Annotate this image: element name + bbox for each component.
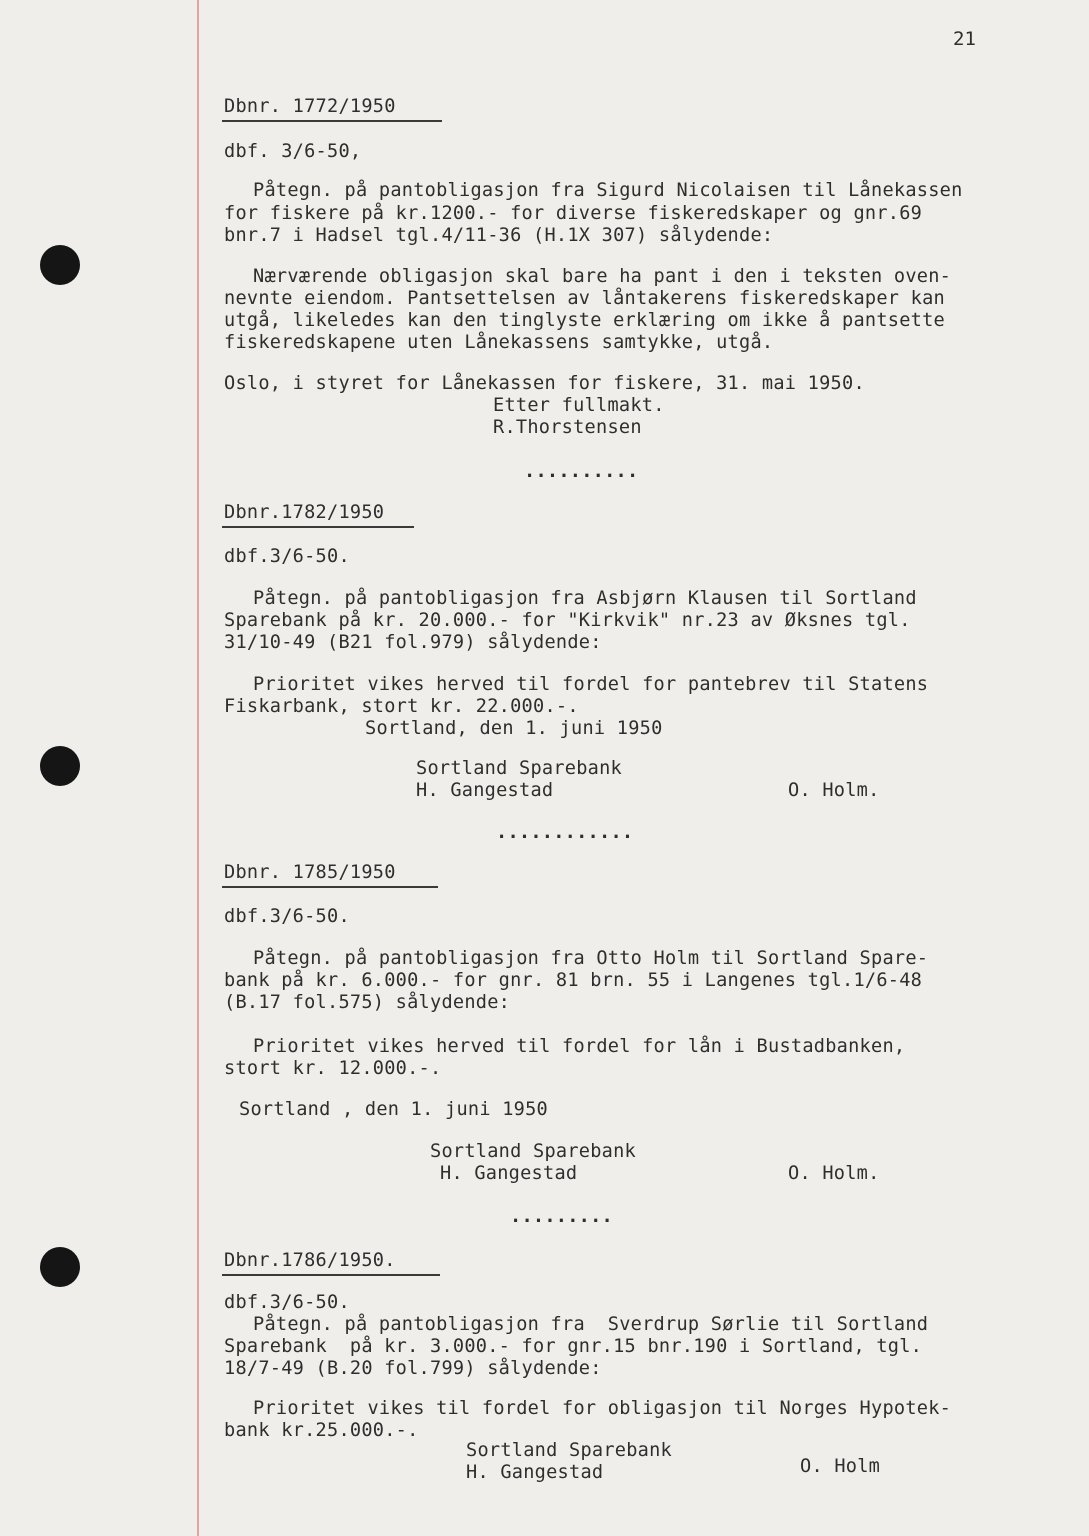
separator-dots: .........	[510, 1206, 613, 1227]
entry-text-line: fiskeredskapene uten Lånekassens samtykke, utgå.	[224, 332, 774, 353]
separator-dots: ..........	[524, 461, 639, 482]
entry-heading: Dbnr.1782/1950	[224, 502, 385, 523]
entry-heading: Dbnr. 1785/1950	[224, 862, 396, 883]
signature-line: O. Holm.	[788, 1163, 880, 1184]
entry-text-line: bnr.7 i Hadsel tgl.4/11-36 (H.1X 307) sålydende:	[224, 225, 774, 246]
entry-text-line: Påtegn. på pantobligasjon fra Sverdrup Sørlie til Sortland	[253, 1314, 929, 1335]
page-number: 21	[953, 28, 976, 50]
signature-line: Sortland Sparebank	[416, 758, 622, 779]
entry-text-line: Prioritet vikes herved til fordel for lån i Bustadbanken,	[253, 1036, 906, 1057]
margin-line	[197, 0, 199, 1536]
entry-text-line: Sparebank på kr. 20.000.- for "Kirkvik" nr.23 av Øksnes tgl.	[224, 610, 911, 631]
entry-text-line: Påtegn. på pantobligasjon fra Sigurd Nicolaisen til Lånekassen	[253, 180, 963, 201]
heading-underline	[222, 120, 442, 122]
separator-dots: ............	[496, 822, 634, 843]
entry-date: dbf.3/6-50.	[224, 1292, 350, 1313]
heading-underline	[222, 526, 414, 528]
signature-line: H. Gangestad	[466, 1462, 604, 1483]
signature-line: Sortland Sparebank	[466, 1440, 672, 1461]
entry-text-line: nevnte eiendom. Pantsettelsen av låntakerens fiskeredskaper kan	[224, 288, 945, 309]
signature-line: H. Gangestad	[440, 1163, 578, 1184]
signature-line: Sortland Sparebank	[430, 1141, 636, 1162]
signature-line: H. Gangestad	[416, 780, 554, 801]
entry-text-line: 18/7-49 (B.20 fol.799) sålydende:	[224, 1358, 602, 1379]
entry-text-line: Fiskarbank, stort kr. 22.000.-.	[224, 696, 579, 717]
entry-text-line: Påtegn. på pantobligasjon fra Otto Holm til Sortland Spare-	[253, 948, 929, 969]
entry-text-line: Sparebank på kr. 3.000.- for gnr.15 bnr.190 i Sortland, tgl.	[224, 1336, 923, 1357]
entry-text-line: utgå, likeledes kan den tinglyste erklæring om ikke å pantsette	[224, 310, 945, 331]
entry-text-line: Prioritet vikes herved til fordel for pantebrev til Statens	[253, 674, 929, 695]
signature-line: Etter fullmakt.	[493, 395, 665, 416]
punch-hole	[40, 245, 80, 285]
entry-text-line: stort kr. 12.000.-.	[224, 1058, 442, 1079]
heading-underline	[222, 886, 438, 888]
entry-date: dbf.3/6-50.	[224, 906, 350, 927]
entry-text-line: Prioritet vikes til fordel for obligasjon til Norges Hypotek-	[253, 1398, 952, 1419]
signature-line: R.Thorstensen	[493, 417, 642, 438]
punch-hole	[40, 1247, 80, 1287]
signature-line: O. Holm.	[788, 780, 880, 801]
entry-text-line: Sortland, den 1. juni 1950	[365, 718, 663, 739]
entry-text-line: bank på kr. 6.000.- for gnr. 81 brn. 55 i Langenes tgl.1/6-48	[224, 970, 923, 991]
entry-text-line: 31/10-49 (B21 fol.979) sålydende:	[224, 632, 602, 653]
entry-text-line: (B.17 fol.575) sålydende:	[224, 992, 511, 1013]
signature-line: O. Holm	[800, 1456, 881, 1477]
entry-text-line: Påtegn. på pantobligasjon fra Asbjørn Klausen til Sortland	[253, 588, 917, 609]
entry-text-line: for fiskere på kr.1200.- for diverse fiskeredskaper og gnr.69	[224, 203, 923, 224]
heading-underline	[222, 1274, 440, 1276]
punch-hole	[40, 746, 80, 786]
entry-date: dbf.3/6-50.	[224, 546, 350, 567]
entry-date: dbf. 3/6-50,	[224, 141, 362, 162]
entry-text-line: bank kr.25.000.-.	[224, 1420, 419, 1441]
entry-text-line: Oslo, i styret for Lånekassen for fiskere, 31. mai 1950.	[224, 373, 865, 394]
entry-text-line: Sortland , den 1. juni 1950	[239, 1099, 548, 1120]
entry-heading: Dbnr.1786/1950.	[224, 1250, 396, 1271]
entry-text-line: Nærværende obligasjon skal bare ha pant i den i teksten oven-	[253, 266, 952, 287]
entry-heading: Dbnr. 1772/1950	[224, 96, 396, 117]
